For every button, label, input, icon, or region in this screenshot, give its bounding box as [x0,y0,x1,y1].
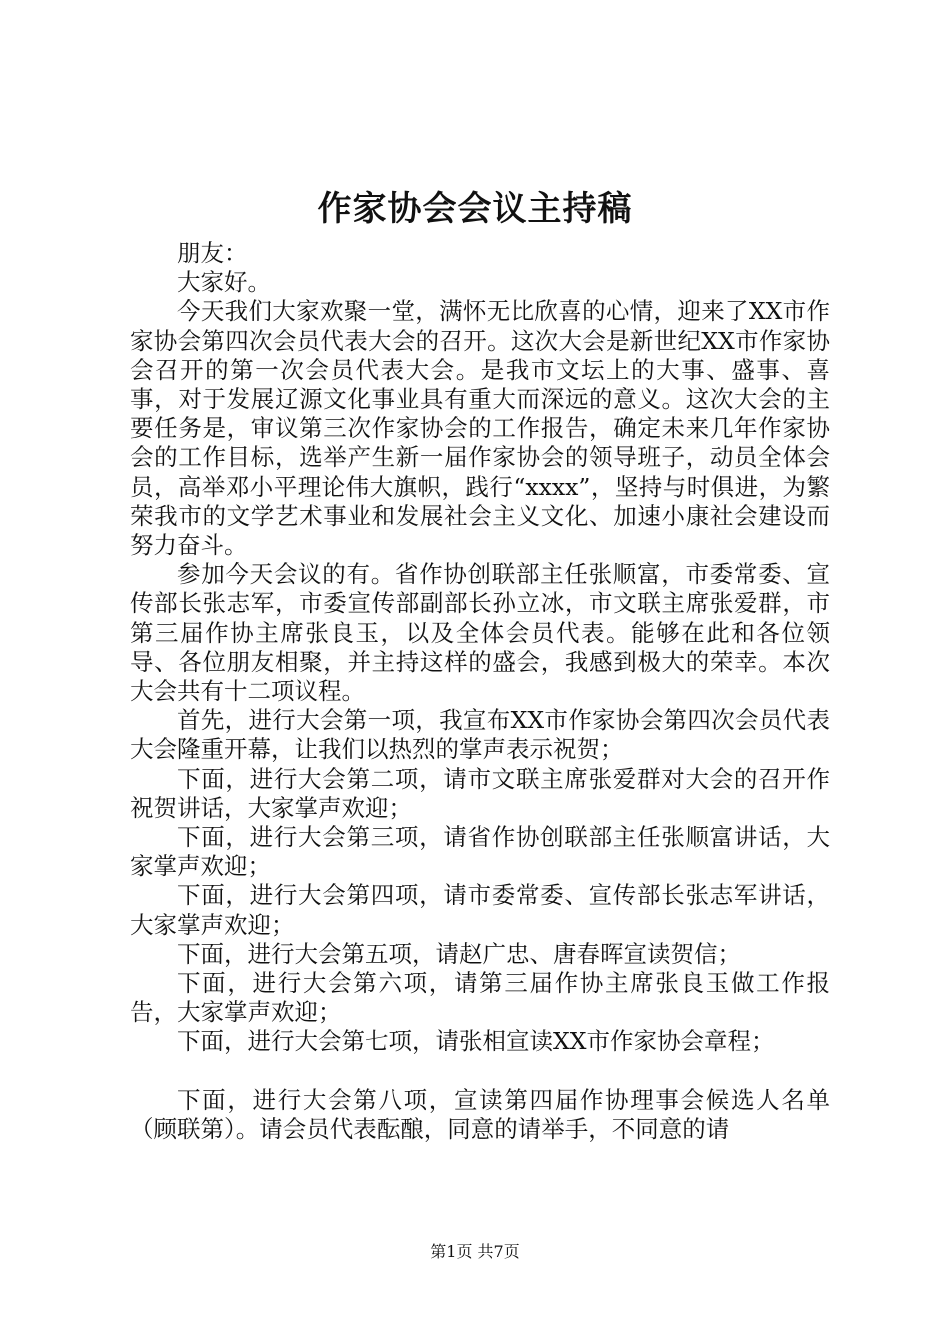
paragraph-item-6: 下面，进行大会第六项，请第三届作协主席张良玉做工作报告，大家掌声欢迎； [130,969,830,1027]
paragraph-item-3: 下面，进行大会第三项，请省作协创联部主任张顺富讲话，大家掌声欢迎； [130,823,830,881]
paragraph-greeting: 朋友： [177,239,248,267]
paragraph-attendees: 参加今天会议的有。省作协创联部主任张顺富，市委常委、宣传部长张志军，市委宣传部副部长孙立冰，市文联主席张爱群，市第三届作协主席张良玉，以及全体会员代表。能够在此和各位领导、各位朋友相聚，并主持这样的盛会，我感到极大的荣幸。本次大会共有十二项议程。 [130,560,830,706]
paragraph-item-8: 下面，进行大会第八项，宣读第四届作协理事会候选人名单（顾联第）。请会员代表酝酿，同意的请举手，不同意的请 [130,1085,830,1144]
paragraph-item-4: 下面，进行大会第四项，请市委常委、宣传部长张志军讲话，大家掌声欢迎； [130,881,830,939]
document-body [130,239,830,1144]
paragraph-opening: 今天我们大家欢聚一堂，满怀无比欣喜的心情，迎来了XX市作家协会第四次会员代表大会的召开。这次大会是新世纪XX市作家协会召开的第一次会员代表大会。是我市文坛上的大事、盛事、喜事，对于发展辽源文化事业具有重大而深远的意义。这次大会的主要任务是，审议第三次作家协会的工作报告，确定未来几年作家协会的工作目标，选举产生新一届作家协会的领导班子，动员全体会员，高举邓小平理论伟大旗帜，践行“xxxx”，坚持与时俱进，为繁荣我市的文学艺术事业和发展社会主义文化、加速小康社会建设而努力奋斗。 [130,297,830,560]
paragraph-hello: 大家好。 [177,268,271,297]
paragraph-item-5: 下面，进行大会第五项，请赵广忠、唐春晖宣读贺信； [177,939,741,968]
page-footer: 第1页 共7页 [430,1242,520,1261]
paragraph-item-7: 下面，进行大会第七项，请张相宣读XX市作家协会章程； [177,1027,775,1056]
paragraph-item-1: 首先，进行大会第一项，我宣布XX市作家协会第四次会员代表大会隆重开幕，让我们以热烈的掌声表示祝贺； [130,706,830,764]
paragraph-item-2: 下面，进行大会第二项，请市文联主席张爱群对大会的召开作祝贺讲话，大家掌声欢迎； [130,764,830,822]
document-title: 作家协会会议主持稿 [317,189,633,229]
